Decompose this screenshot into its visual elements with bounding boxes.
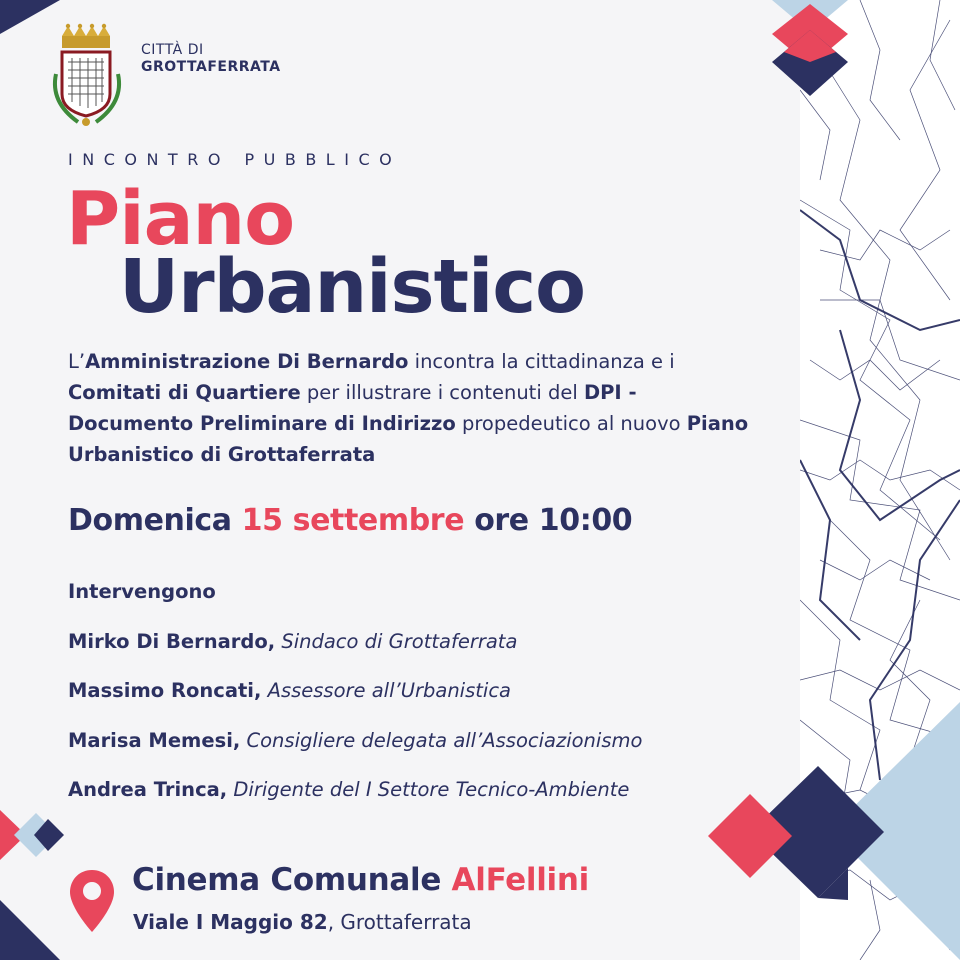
city-crest-icon	[46, 22, 128, 132]
event-time: ore 10:00	[474, 503, 633, 538]
city-prefix: CITTÀ DI	[141, 42, 204, 58]
intro-bold-2: Comitati di Quartiere	[68, 381, 301, 404]
venue-street: Viale I Maggio 82	[133, 910, 328, 934]
intro-text-2: incontra la cittadinanza e i	[408, 350, 675, 373]
speaker-row	[68, 679, 511, 703]
event-date-line	[68, 503, 632, 538]
speaker-row	[68, 778, 629, 802]
intro-bold-3: DPI - Documento Preliminare di Indirizzo	[68, 381, 637, 435]
intro-text-4: propedeutico al nuovo	[455, 412, 687, 435]
speaker-name: Andrea Trinca,	[68, 778, 228, 801]
location-pin-icon	[68, 868, 116, 934]
intro-paragraph	[68, 346, 768, 470]
bottom-right-shapes	[706, 686, 960, 960]
city-name: GROTTAFERRATA	[141, 59, 281, 75]
speaker-role: Dirigente del I Settore Tecnico-Ambiente	[233, 778, 630, 801]
event-date: 15 settembre	[241, 503, 465, 538]
venue-city: , Grottaferrata	[327, 910, 472, 934]
intro-bold-4: Piano Urbanistico di Grottaferrata	[68, 412, 749, 466]
event-day: Domenica	[68, 503, 232, 538]
speaker-role: Assessore all’Urbanistica	[267, 679, 511, 702]
top-right-diamonds	[770, 0, 850, 100]
speaker-name: Mirko Di Bernardo,	[68, 630, 276, 653]
speaker-name: Marisa Memesi,	[68, 729, 241, 752]
event-kicker: INCONTRO PUBBLICO	[68, 150, 402, 169]
title-line-2: Urbanistico	[119, 244, 586, 330]
venue-name-text: Cinema Comunale	[132, 862, 442, 898]
speakers-title: Intervengono	[68, 580, 216, 603]
speaker-row	[68, 630, 517, 654]
bottom-left-corner	[0, 900, 60, 960]
speaker-row	[68, 729, 642, 753]
venue-name	[132, 862, 589, 898]
intro-text-3: per illustrare i contenuti del	[300, 381, 584, 404]
intro-text-1: L’	[68, 350, 86, 373]
title-line-1: Piano	[66, 176, 295, 262]
intro-bold-1: Amministrazione Di Bernardo	[85, 350, 409, 373]
mid-left-diamonds	[0, 808, 68, 862]
venue-highlight: AlFellini	[451, 862, 589, 898]
speaker-role: Consigliere delegata all’Associazionismo	[246, 729, 643, 752]
speaker-role: Sindaco di Grottaferrata	[281, 630, 518, 653]
venue-address	[133, 910, 472, 934]
speaker-name: Massimo Roncati,	[68, 679, 262, 702]
